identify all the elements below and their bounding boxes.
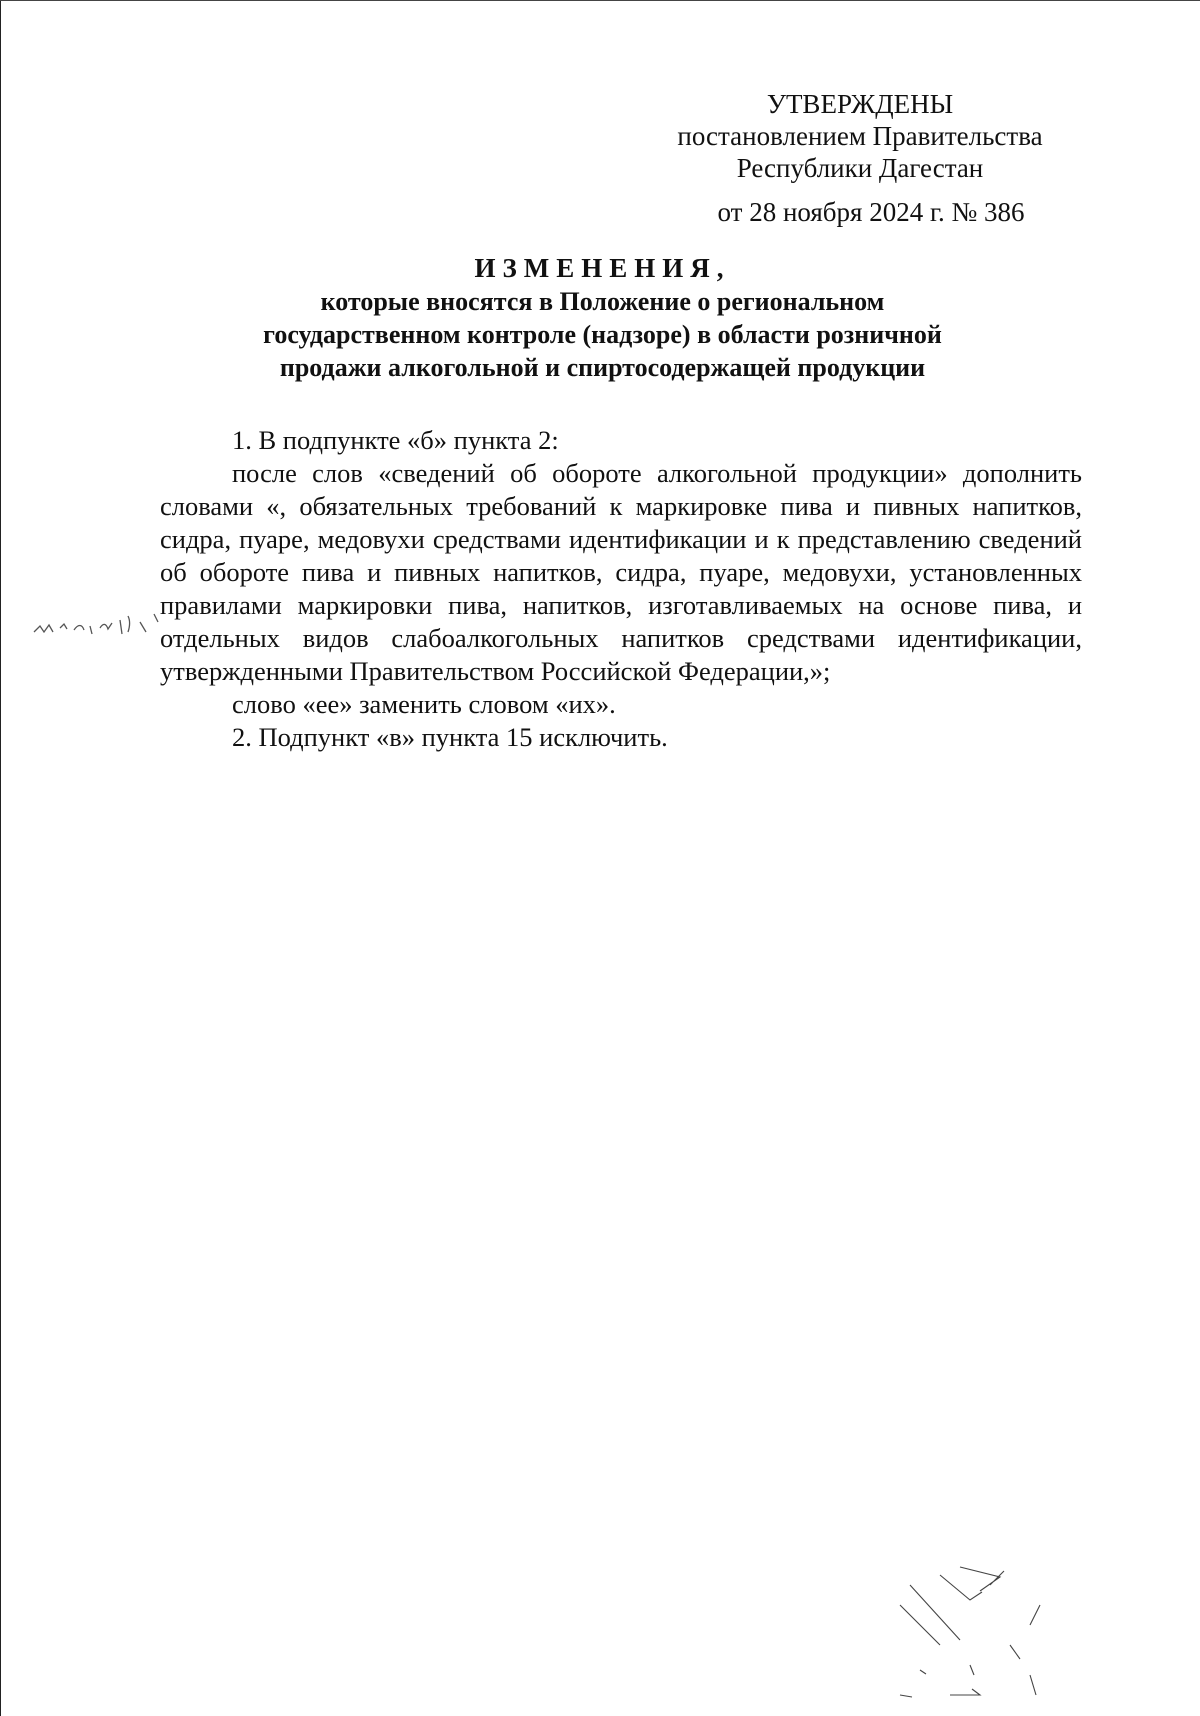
approval-heading: УТВЕРЖДЕНЫ <box>766 89 954 119</box>
approval-block <box>640 88 1080 228</box>
paragraph-4: 2. Подпункт «в» пункта 15 исключить. <box>232 722 668 752</box>
title-main: ИЗМЕНЕНИЯ, <box>474 253 731 283</box>
scan-edge-left <box>0 0 1 1716</box>
paragraph-2: после слов «сведений об обороте алкогольной продукции» дополнить словами «, обязательных требований к маркировке пива и пивных напитков, сидра, пуаре, медовухи средствами идентификации и к представлению сведений об обороте пива и пивных напитков, сидра, пуаре, медовухи, установленных правилами маркировки пива, напитков, изготавливаемых на основе пива, и отдельных видов слабоалкогольных напитков средствами идентификации, утвержденными Правительством Российской Федерации,»; <box>160 458 1082 686</box>
title-line-1: которые вносятся в Положение о региональном <box>320 287 885 316</box>
document-body <box>160 424 1082 754</box>
approval-date: от 28 ноября 2024 г. № 386 <box>717 197 1025 227</box>
paragraph-3: слово «ее» заменить словом «их». <box>232 689 616 719</box>
approval-line-2: Республики Дагестан <box>736 153 984 183</box>
corner-pencil-marks <box>880 1545 1120 1710</box>
title-line-3: продажи алкогольной и спиртосодержащей продукции <box>279 353 926 382</box>
approval-line-1: постановлением Правительства <box>677 121 1043 151</box>
paragraph-1: 1. В подпункте «б» пункта 2: <box>232 425 559 455</box>
scan-edge-top <box>0 0 1200 1</box>
title-line-2: государственном контроле (надзоре) в области розничной <box>263 320 942 349</box>
margin-scribble <box>30 598 170 648</box>
document-title <box>150 252 1055 384</box>
